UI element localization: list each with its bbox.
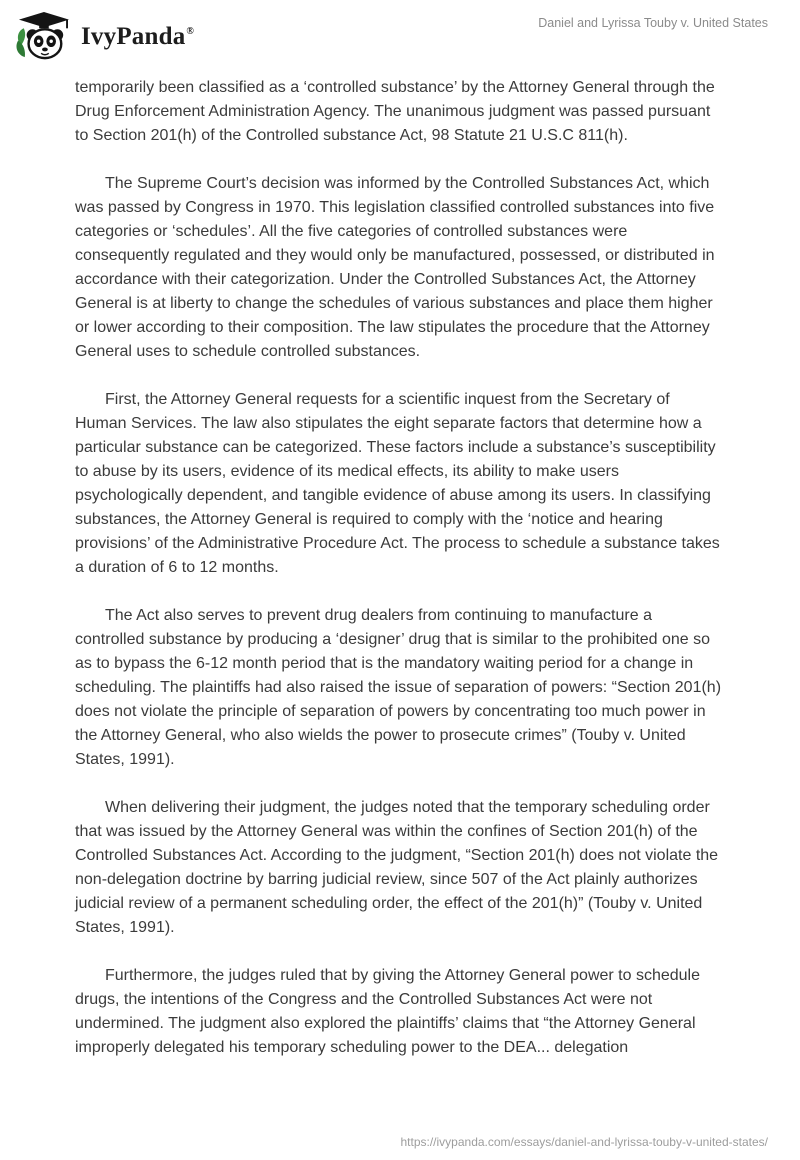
essay-paragraph-1: temporarily been classified as a ‘controlled substance’ by the Attorney General through the Drug Enforcement Administration Agency. The unanimous judgment was passed pursuant to Section 201(h) of the Controlled substance Act, 98 Statute 21 U.S.C 811(h).	[75, 79, 715, 144]
essay-paragraph-2: The Supreme Court’s decision was informed by the Controlled Substances Act, which was passed by Congress in 1970. This legislation classified controlled substances into five categories or ‘schedules’. All the five categories of controlled substances were consequently regulated and they would only be manufactured, possessed, or distributed in accordance with their categorization. Under the Controlled Substances Act, the Attorney General is at liberty to change the schedules of various substances and place them higher or lower according to their composition. The law stipulates the procedure that the Attorney General uses to schedule controlled substances.	[75, 175, 715, 360]
ivypanda-logo[interactable]	[14, 11, 194, 61]
panda-graduate-icon	[14, 11, 72, 61]
essay-paragraph-6: Furthermore, the judges ruled that by giving the Attorney General power to schedule drugs, the intentions of the Congress and the Controlled Substances Act were not undermined. The judgment also explored the plaintiffs’ claims that “the Attorney General improperly delegated his temporary scheduling power to the DEA... delegation	[75, 967, 701, 1056]
page-header	[0, 0, 800, 64]
essay-paragraph-3: First, the Attorney General requests for a scientific inquest from the Secretary of Human Services. The law also stipulates the eight separate factors that determine how a particular substance can be categorized. These factors include a substance’s susceptibility to abuse by its users, evidence of its medical effects, its ability to make users psychologically dependent, and tangible evidence of abuse among its users. In classifying substances, the Attorney General is required to comply with the ‘notice and hearing provisions’ of the Administrative Procedure Act. The process to schedule a substance takes a duration of 6 to 12 months.	[75, 391, 720, 576]
document-title: Daniel and Lyrissa Touby v. United States	[538, 16, 768, 30]
essay-content	[0, 64, 800, 1060]
essay-paragraph-5: When delivering their judgment, the judges noted that the temporary scheduling order that was issued by the Attorney General was within the confines of Section 201(h) of the Controlled Substances Act. According to the judgment, “Section 201(h) does not violate the non-delegation doctrine by barring judicial review, since 507 of the Act plainly authorizes judicial review of a permanent scheduling order, the effect of the 201(h)” (Touby v. United States, 1991).	[75, 799, 719, 936]
registered-trademark-symbol: ®	[186, 25, 195, 37]
brand-name: IvyPanda®	[81, 22, 195, 50]
essay-paragraph-4: The Act also serves to prevent drug dealers from continuing to manufacture a controlled substance by producing a ‘designer’ drug that is similar to the prohibited one so as to bypass the 6-12 month period that is the mandatory waiting period for a change in scheduling. The plaintiffs had also raised the issue of separation of powers: “Section 201(h) does not violate the principle of separation of powers by concentrating too much power in the Attorney General, who also wields the power to prosecute crimes” (Touby v. United States, 1991).	[75, 607, 722, 768]
footer-source-url: https://ivypanda.com/essays/daniel-and-lyrissa-touby-v-united-states/	[400, 1135, 768, 1149]
